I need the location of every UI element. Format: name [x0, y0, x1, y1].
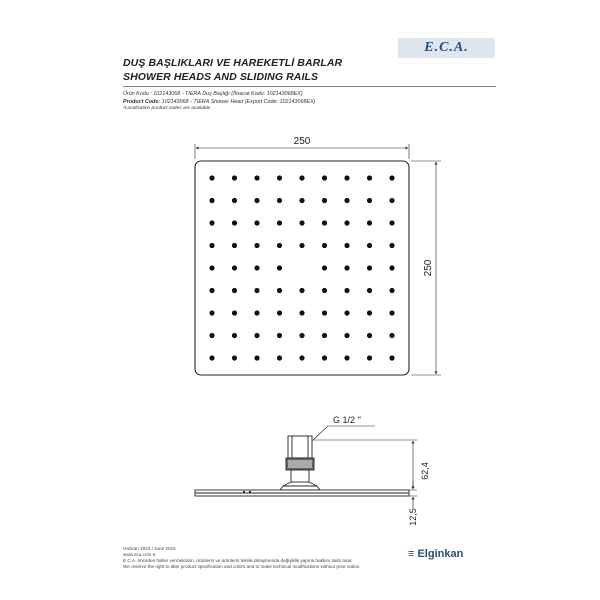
- nozzle: [344, 243, 349, 248]
- nozzle: [254, 333, 259, 338]
- nozzle: [367, 333, 372, 338]
- footer-note-en: We reserve the right to alter product specification and colors and to make technical modifications without prior notice.: [123, 564, 361, 569]
- nozzle: [367, 265, 372, 270]
- nozzle: [209, 265, 214, 270]
- nozzle: [232, 355, 237, 360]
- nozzle: [299, 333, 304, 338]
- nozzle: [209, 333, 214, 338]
- nozzle: [232, 288, 237, 293]
- footer-note-tr: E.C.A. önceden haber vermeksizin, ürünlerin ve ürünlerin teknik detaylarında değişiklik yapma hakkını saklı tutar.: [123, 558, 353, 563]
- nozzle: [277, 310, 282, 315]
- nozzle: [254, 175, 259, 180]
- nozzle: [367, 243, 372, 248]
- nozzle: [389, 355, 394, 360]
- product-code-label-en: Product Code:: [123, 99, 161, 105]
- nozzle: [254, 310, 259, 315]
- nozzle: [209, 220, 214, 225]
- nozzle: [299, 175, 304, 180]
- shower-head-side-view: [195, 436, 409, 496]
- nozzle: [277, 220, 282, 225]
- nozzle: [322, 310, 327, 315]
- nozzle: [277, 175, 282, 180]
- nozzle-grid: [209, 175, 394, 360]
- title-turkish: DUŞ BAŞLIKLARI VE HAREKETLİ BARLAR: [123, 57, 343, 69]
- nozzle: [367, 310, 372, 315]
- nozzle: [322, 220, 327, 225]
- nozzle: [232, 265, 237, 270]
- product-code-value-en: 102143068 - TIERA Shower Head (Export Code: 102143068EX): [161, 99, 316, 105]
- nozzle: [389, 175, 394, 180]
- nozzle: [232, 243, 237, 248]
- body-height-label: 62,4: [420, 462, 430, 480]
- elginkan-logo: ≡ Elginkan: [408, 548, 464, 560]
- nozzle: [389, 310, 394, 315]
- nozzle: [254, 288, 259, 293]
- nozzle: [344, 288, 349, 293]
- nozzle: [209, 310, 214, 315]
- nozzle: [299, 355, 304, 360]
- nozzle: [389, 288, 394, 293]
- nozzle: [344, 355, 349, 360]
- localisation-note: *Localisation product codes are available.: [123, 106, 212, 111]
- nozzle: [344, 198, 349, 203]
- nozzle: [277, 243, 282, 248]
- nozzle: [254, 198, 259, 203]
- nozzle: [232, 198, 237, 203]
- nozzle: [322, 175, 327, 180]
- nozzle: [367, 355, 372, 360]
- nozzle: [232, 175, 237, 180]
- product-code-label-tr: Ürün Kodu: [123, 91, 149, 97]
- nozzle: [209, 175, 214, 180]
- nozzle: [299, 243, 304, 248]
- plate-thickness-label: 12,5: [408, 508, 418, 526]
- nozzle: [389, 198, 394, 203]
- nozzle: [344, 310, 349, 315]
- nozzle: [389, 333, 394, 338]
- nozzle: [277, 198, 282, 203]
- nozzle: [277, 355, 282, 360]
- nozzle: [254, 265, 259, 270]
- nozzle: [299, 288, 304, 293]
- nozzle: [277, 265, 282, 270]
- nozzle: [322, 198, 327, 203]
- nozzle: [209, 355, 214, 360]
- nozzle: [389, 220, 394, 225]
- nozzle: [299, 220, 304, 225]
- title-english: SHOWER HEADS AND SLIDING RAILS: [123, 71, 319, 83]
- nozzle: [254, 220, 259, 225]
- height-label: 250: [423, 259, 434, 277]
- nozzle: [277, 333, 282, 338]
- product-code-value-tr: : 102143068 - TIERA Duş Başlığı (İhracat Kodu: 102143068EX): [150, 91, 303, 97]
- nozzle: [299, 198, 304, 203]
- nozzle: [254, 355, 259, 360]
- nozzle: [367, 198, 372, 203]
- width-label: 250: [293, 136, 311, 147]
- nozzle: [344, 175, 349, 180]
- nozzle: [322, 355, 327, 360]
- thread-leader-line: [312, 426, 328, 441]
- footer-date: Haziran 2023 / June 2023: [123, 546, 176, 551]
- nozzle: [367, 175, 372, 180]
- nozzle: [232, 333, 237, 338]
- nozzle: [209, 288, 214, 293]
- shower-head-top-view: [195, 161, 409, 375]
- nozzle: [344, 333, 349, 338]
- eca-logo: E.C.A.: [424, 40, 469, 55]
- nozzle: [232, 220, 237, 225]
- thread-label: G 1/2 '': [333, 415, 361, 425]
- nozzle: [277, 288, 282, 293]
- nozzle: [322, 333, 327, 338]
- nozzle: [344, 265, 349, 270]
- nozzle: [389, 265, 394, 270]
- nozzle: [322, 265, 327, 270]
- nozzle: [367, 220, 372, 225]
- nozzle: [209, 243, 214, 248]
- nozzle: [299, 310, 304, 315]
- nozzle: [367, 288, 372, 293]
- nozzle: [254, 243, 259, 248]
- footer-website[interactable]: www.eca.com.tr: [123, 552, 156, 557]
- nozzle: [209, 198, 214, 203]
- nozzle: [344, 220, 349, 225]
- nozzle: [322, 288, 327, 293]
- nozzle: [232, 310, 237, 315]
- nozzle: [322, 243, 327, 248]
- nozzle: [389, 243, 394, 248]
